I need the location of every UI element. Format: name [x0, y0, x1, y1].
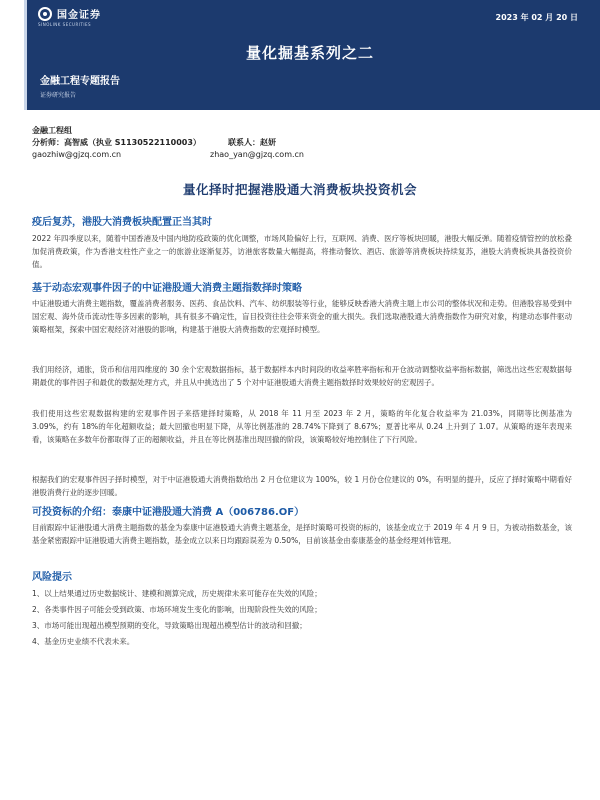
risk-item: 4、基金历史业绩不代表未来。 — [32, 637, 135, 646]
logo-text: 国金证券 — [57, 10, 101, 21]
section-paragraph: 目前跟踪中证港股通大消费主题指数的基金为泰康中证港股通大消费主题基金，是择时策略可投资的标的，该基金成立于 2019 年 4 月 9 日，为被动指数基金，该基金紧密跟踪中证港股通大消费主题指数，基金成立以来日均跟踪误差为 0.50%，目前该基金由泰康基金的基金经理刘伟管理。 — [32, 523, 572, 546]
section-heading-fund: 可投资标的介绍：泰康中证港股通大消费 A（006786.OF） — [32, 507, 305, 518]
contact-email: zhao_yan@gjzq.com.cn — [210, 150, 304, 159]
report-type: 金融工程专题报告 — [40, 76, 120, 87]
brand-logo — [38, 6, 101, 21]
section-paragraph: 2022 年四季度以来，随着中国香港及中国内地防疫政策的优化调整，市场风险偏好上行，互联网、消费、医疗等板块回暖，港股大幅反弹。随着疫情管控的放松叠加促消费政策，作为香港支柱性产业之一的旅游业逐渐复苏，访港旅客数量大幅提高，将推动餐饮、酒店、旅游等消费板块持续复苏，港股大消费板块具备投资价值。 — [32, 234, 572, 270]
risk-item: 3、市场可能出现超出模型预期的变化，导致策略出现超出模型估计的波动和回撤； — [32, 621, 307, 630]
risk-item: 1、以上结果通过历史数据统计、建模和测算完成，历史规律未来可能存在失效的风险； — [32, 589, 322, 598]
banner-stripe — [24, 0, 27, 110]
section-paragraph: 我们用经济，通胀，货币和信用四维度的 30 余个宏观数据指标，基于数据样本内时间段的收益率胜率指标和开仓波动调整收益率指标数据，筛选出这些宏观数据每期最优的事件因子和最优的数据处理方式，并且从中挑选出了 5 个对中证港股通大消费主题指数择时效果较好的宏观因子。 — [32, 365, 572, 388]
logo-mark-icon — [38, 7, 52, 21]
analyst-line: 分析师：高智威（执业 S1130522110003） — [32, 138, 201, 147]
analyst-group: 金融工程组 — [32, 126, 72, 135]
section-heading-risk: 风险提示 — [32, 572, 72, 583]
section-heading-strategy: 基于动态宏观事件因子的中证港股通大消费主题指数择时策略 — [32, 283, 302, 294]
report-date: 2023 年 02 月 20 日 — [495, 13, 578, 22]
document-title: 量化择时把握港股通大消费板块投资机会 — [182, 182, 417, 197]
logo-subtext: SINOLINK SECURITIES — [38, 22, 92, 27]
analyst-email: gaozhiw@gjzq.com.cn — [32, 150, 122, 159]
contact-line: 联系人：赵妍 — [228, 138, 276, 147]
section-paragraph: 中证港股通大消费主题指数，覆盖消费者服务、医药、食品饮料、汽车、纺织服装等行业，能够反映香港大消费主题上市公司的整体状况和走势。但港股容易受到中国宏观、海外货币流动性等多因素的影响，具有很多不确定性，盲目投资往往会带来资金的重大损失。我们选取港股通大消费指数作为研究对象，构建动态事件驱动策略框架，探索中国宏观经济对港股的影响，构建基于港股大消费指数的宏观择时模型。 — [32, 299, 572, 335]
section-paragraph: 我们使用这些宏观数据构建的宏观事件因子来搭建择时策略，从 2018 年 11 月至 2023 年 2 月，策略的年化复合收益率为 21.03%，同期等比例基准为 3.09%，约有 18%的年化超额收益；最大回撤也明显下降，从等比例基准的 28.74%下降到了 8.67%；夏普比率从 0.24 上升到了 1.07。从策略的逐年表现来看，该策略在多数年份都取得了正的超额收益，并且在等比例基准出现回撤的阶段，该策略较好地控制住了下行风险。 — [32, 409, 572, 445]
report-category: 证券研究报告 — [40, 92, 77, 99]
section-paragraph: 根据我们的宏观事件因子择时模型，对于中证港股通大消费指数给出 2 月仓位建议为 100%，较 1 月份仓位建议的 0%，有明显的提升，反应了择时策略中期看好港股消费行业的逐步回暖。 — [32, 475, 572, 498]
report-banner — [24, 0, 600, 110]
section-heading-recovery: 疫后复苏，港股大消费板块配置正当其时 — [32, 217, 212, 228]
risk-item: 2、各类事件因子可能会受到政策、市场环境发生变化的影响，出现阶段性失效的风险； — [32, 605, 322, 614]
series-title: 量化掘基系列之二 — [246, 44, 375, 62]
